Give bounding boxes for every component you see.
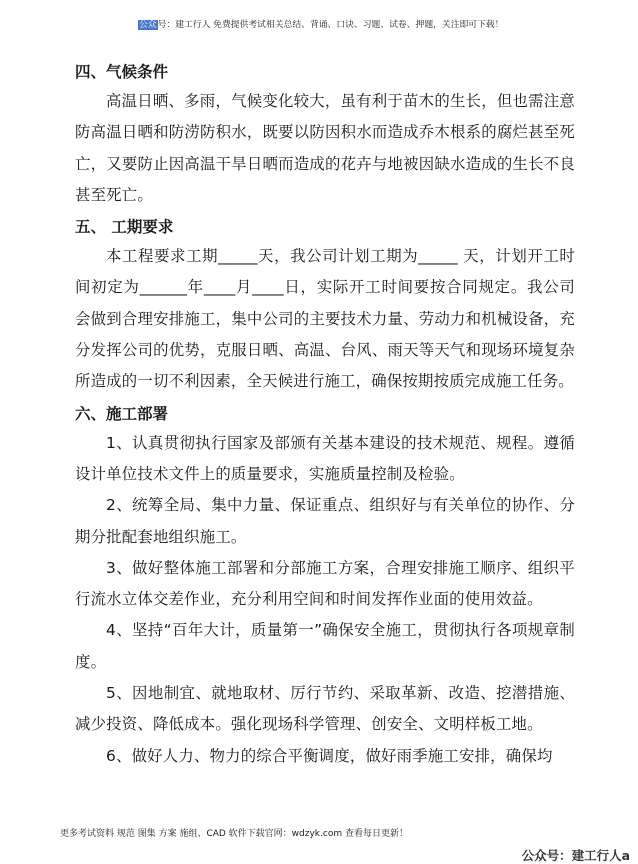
paragraph-deployment-4: 4、坚持“百年大计，质量第一”确保安全施工，贯彻执行各项规章制度。 <box>75 621 575 671</box>
footer-note: 更多考试资料 规范 图集 方案 施组、CAD 软件下载官网：wdzyk.com 查看每日更新！ <box>60 829 408 839</box>
paragraph-deployment-1: 1、认真贯彻执行国家及部颁有关基本建设的技术规范、规程。遵循设计单位技术文件上的质量要求，实施质量控制及检验。 <box>75 433 575 483</box>
paragraph-deployment-5: 5、因地制宜、就地取材、厉行节约、采取革新、改造、挖潜措施、减少投资、降低成本。强化现场科学管理、创安全、文明样板工地。 <box>75 684 575 734</box>
paragraph-deployment-2: 2、统筹全局、集中力量、保证重点、组织好与有关单位的协作、分期分批配套地组织施工。 <box>75 496 575 546</box>
section-heading-schedule: 五、 工期要求 <box>75 218 174 237</box>
top-notice <box>138 17 628 30</box>
top-notice-text: 号：建工行人 免费提供考试相关总结、背诵、口诀、习题、试卷、押题，关注即可下载！ <box>157 20 504 30</box>
footer-brand: 公众号：建工行人a <box>521 848 630 863</box>
paragraph-deployment-3: 3、做好整体施工部署和分部施工方案，合理安排施工顺序、组织平行流水立体交差作业，充分利用空间和时间发挥作业面的使用效益。 <box>75 558 575 609</box>
paragraph-schedule: 本工程要求工期_____天，我公司计划工期为_____ 天，计划开工时间初定为______年____月____日，实际开工时间要按合同规定。我公司会做到合理安排施工，集中公司的主要技术力量、劳动力和机械设备，充分发挥公司的优势，克服日晒、高温、台风、雨天等天气和现场环境复杂所造成的一切不利因素，全天候进行施工，确保按期按质完成施工任务。 <box>75 247 575 391</box>
document-body <box>75 58 575 772</box>
top-notice-highlight: 公众 <box>139 20 157 30</box>
paragraph-deployment-6: 6、做好人力、物力的综合平衡调度，做好雨季施工安排，确保均 <box>106 746 553 765</box>
section-heading-climate: 四、气候条件 <box>75 63 169 81</box>
paragraph-climate: 高温日晒、多雨，气候变化较大，虽有利于苗木的生长，但也需注意防高温日晒和防涝防积水，既要以防因积水而造成乔木根系的腐烂甚至死亡，又要防止因高温干旱日晒而造成的花卉与地被因缺水造成的生长不良甚至死亡。 <box>75 92 575 204</box>
section-heading-deployment: 六、施工部署 <box>75 404 169 423</box>
